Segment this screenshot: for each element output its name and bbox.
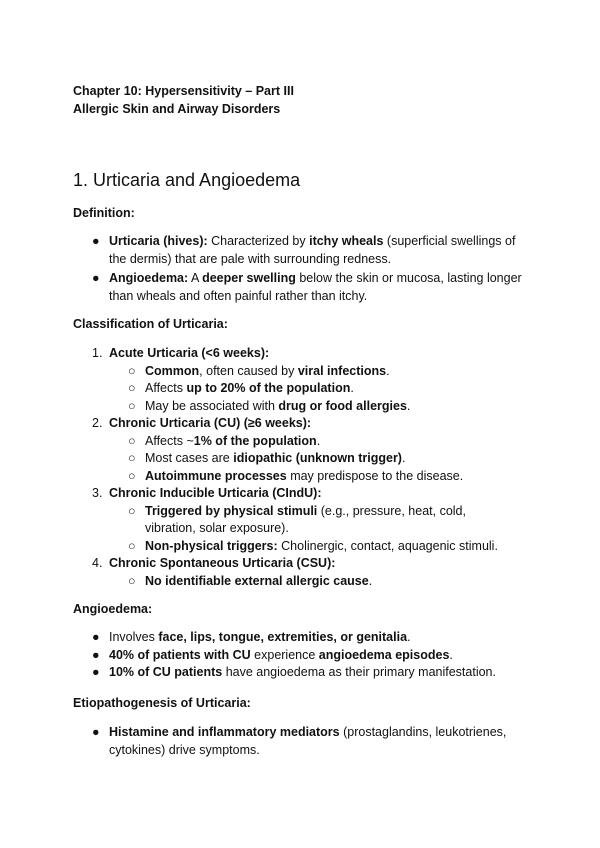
circle-bullet-icon: ○ [128,381,136,395]
chapter-subtitle: Allergic Skin and Airway Disorders [73,102,281,116]
angioedema-heading: Angioedema: [73,602,153,616]
definition-heading: Definition: [73,206,135,220]
angioedema-list [92,629,529,682]
classification-heading: Classification of Urticaria: [73,317,228,331]
bullet-icon: ● [92,234,100,248]
list-item: ● 40% of patients with CU experience angioedema episodes. [109,647,529,665]
document-page [73,82,533,757]
definition-list [92,233,529,305]
etiopathogenesis-heading: Etiopathogenesis of Urticaria: [73,696,251,710]
circle-bullet-icon: ○ [128,468,136,483]
etiopathogenesis-list [92,724,529,759]
list-item: 4. Chronic Spontaneous Urticaria (CSU): ○ No identifiable external allergic cause. [109,555,529,590]
circle-bullet-icon: ○ [128,363,136,378]
list-item: ● Urticaria (hives): Characterized by itchy wheals (superficial swellings of the dermis) that are pale with surrounding redness. [92,234,516,266]
list-item: 2. Chronic Urticaria (CU) (≥6 weeks): ○ Affects ~1% of the population. ○ Most cases are idiopathic (unknown trigger). ○ Autoimmune processes may predispose to the disease. [109,415,529,485]
list-item: ● Histamine and inflammatory mediators (prostaglandins, leukotrienes, cytokines) drive symptoms. [92,725,507,757]
list-item: ● Involves face, lips, tongue, extremities, or genitalia. [109,629,529,647]
list-item: 3. Chronic Inducible Urticaria (CIndU): ○ Triggered by physical stimuli (e.g., pressure, heat, cold, vibration, solar exposure). ○ Non-physical triggers: Cholinergic, contact, aquagenic stimuli. [109,485,529,555]
circle-bullet-icon: ○ [128,538,136,553]
chapter-title: Chapter 10: Hypersensitivity – Part III [73,84,294,98]
section-title: 1. Urticaria and Angioedema [73,170,301,190]
list-item: ● 10% of CU patients have angioedema as their primary manifestation. [109,664,529,682]
list-item: 1. Acute Urticaria (<6 weeks): ○ Common, often caused by viral infections. ○ Affects up to 20% of the population. ○ May be associated with drug or food allergies. [109,345,529,415]
bullet-icon: ● [92,630,100,644]
bullet-icon: ● [92,647,100,662]
circle-bullet-icon: ○ [128,433,136,448]
circle-bullet-icon: ○ [128,398,136,413]
bullet-icon: ● [92,271,100,285]
bullet-icon: ● [92,665,100,679]
list-item: ● Angioedema: A deeper swelling below the skin or mucosa, lasting longer than wheals and often painful rather than itchy. [92,271,522,303]
circle-bullet-icon: ○ [128,503,136,518]
classification-list [92,345,529,590]
circle-bullet-icon: ○ [128,573,136,588]
circle-bullet-icon: ○ [128,451,136,465]
bullet-icon: ● [92,725,100,739]
